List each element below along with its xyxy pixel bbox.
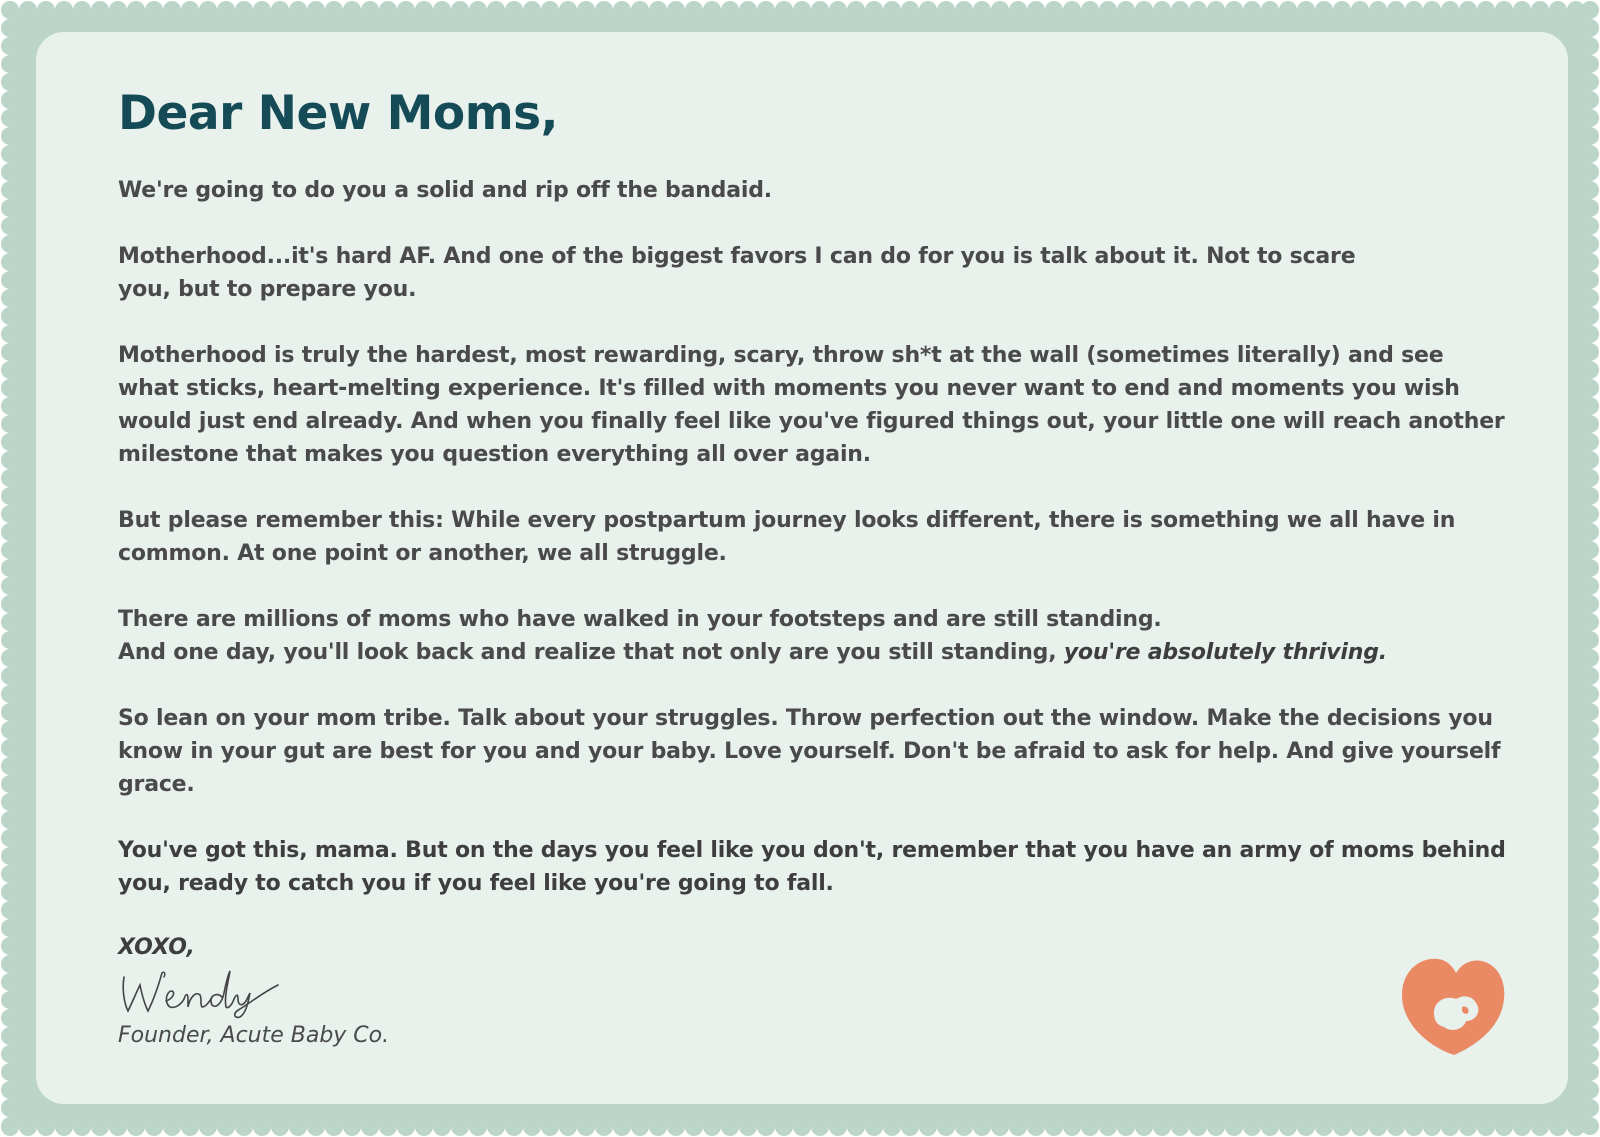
paragraph-hard: Motherhood...it's hard AF. And one of the biggest favors I can do for you is talk about it. Not to scare you, but to prepare you. (118, 244, 1356, 302)
signoff: XOXO, (118, 935, 195, 960)
paragraph-lean-on: So lean on your mom tribe. Talk about your struggles. Throw perfection out the window. Make the decisions you know in your gut are best for you and your baby. Love yourself. Don't be afraid to ask for help. And give yourself grace. (118, 706, 1501, 797)
paragraph-bandaid: We're going to do you a solid and rip off the bandaid. (118, 178, 772, 203)
thriving-emphasis: you're absolutely thriving. (1063, 640, 1387, 665)
paragraph-closing: You've got this, mama. But on the days you feel like you don't, remember that you have an army of moms behind you, ready to catch you if you feel like you're going to fall. (118, 838, 1506, 896)
letter-greeting: Dear New Moms, (118, 86, 559, 141)
signer-title: Founder, Acute Baby Co. (118, 1023, 390, 1048)
signature-name (118, 1019, 119, 1020)
heart-baby-logo-icon (1400, 955, 1508, 1059)
standing-line-2: And one day, you'll look back and realize that not only are you still standing, (118, 640, 1057, 665)
paragraph-motherhood: Motherhood is truly the hardest, most rewarding, scary, throw sh*t at the wall (sometimes literally) and see what sticks, heart-melting experience. It's filled with moments you never want to end and moments you wish would just end already. And when you finally feel like you've figured things out, your little one will reach another milestone that makes you question everything all over again. (118, 343, 1505, 467)
paragraph-remember: But please remember this: While every postpartum journey looks different, there is something we all have in common. At one point or another, we all struggle. (118, 508, 1456, 566)
standing-line-1: There are millions of moms who have walked in your footsteps and are still standing. (118, 607, 1162, 632)
signature (118, 963, 288, 1019)
letter-body (118, 84, 1508, 1051)
paragraph-standing (118, 603, 1508, 669)
